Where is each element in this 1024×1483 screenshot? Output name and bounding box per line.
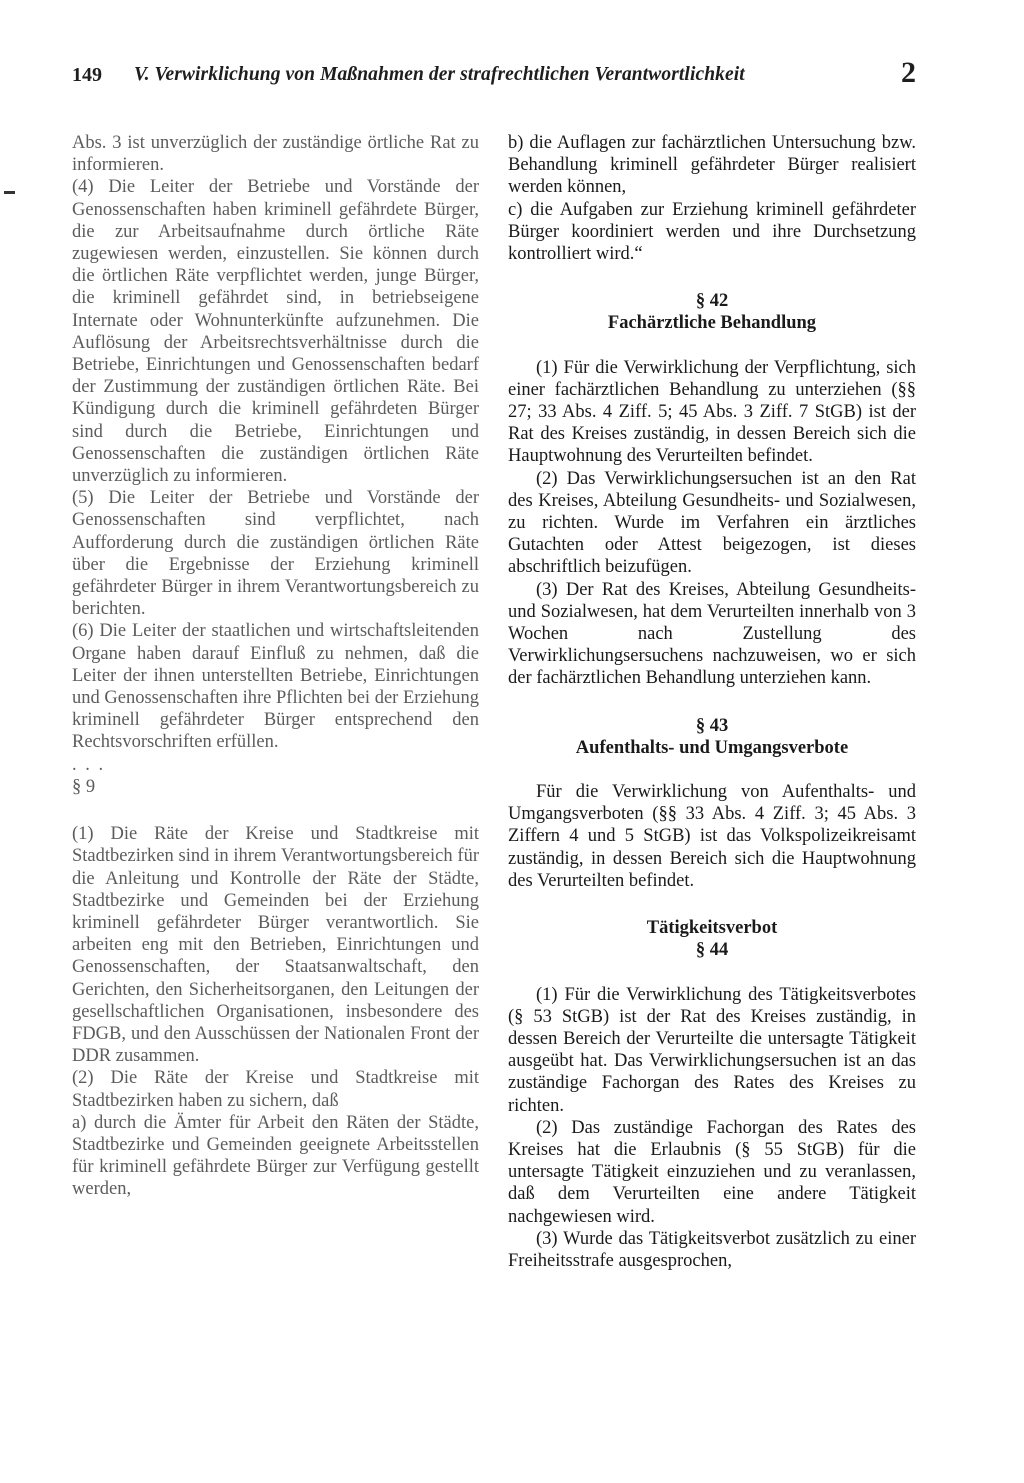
paragraph: (6) Die Leiter der staatlichen und wirtschaftsleitenden Organe haben darauf Einfluß zu nehmen, daß die Leiter der ihnen unterstellten Betriebe, Einrichtungen und Genossenschaften ihre Pflichten bei der Erziehung kriminell gefährdeter Bürger entsprechend den Rechtsvorschriften erfüllen.	[72, 621, 479, 753]
paragraph: c) die Aufgaben zur Erziehung kriminell gefährdeter Bürger koordiniert werden und ihre Durchsetzung kontrolliert wird.“	[508, 199, 916, 265]
paragraph: (4) Die Leiter der Betriebe und Vorstände der Genossenschaften haben kriminell gefährdete Bürger, die zur Arbeitsaufnahme durch örtliche Räte zugewiesen werden, einzustellen. Sie können durch die örtlichen Räte verpflichtet werden, junge Bürger, die kriminell gefährdet sind, in betriebseigene Internate oder Wohnunterkünfte aufzunehmen. Die Auflösung der Arbeitsrechtsverhältnisse durch die Betriebe, Einrichtungen und Genossenschaften bedarf der Zustimmung der zuständigen örtlichen Räte. Bei Kündigung durch die kriminell gefährdeten Bürger sind durch die Betriebe, Einrichtungen und Genossenschaften die zuständigen örtlichen Räte unverzüglich zu informieren.	[72, 177, 479, 487]
section-title: Fachärztliche Behandlung	[607, 313, 817, 334]
paragraph: (1) Die Räte der Kreise und Stadtkreise mit Stadtbezirken sind in ihrem Verantwortungsbereich für die Anleitung und Kontrolle der Räte der Städte, Stadtbezirke und Gemeinden bei der Erziehung kriminell gefährdeter Bürger verantwortlich. Sie arbeiten eng mit den Betrieben, Einrichtungen und Genossenschaften, der Staatsanwaltschaft, den Gerichten, den Sicherheitsorganen, den Leitungen der gesellschaftlichen Organisationen, insbesondere des FDGB, und den Ausschüssen der Nationalen Front der DDR zusammen.	[72, 824, 479, 1067]
paragraph: b) die Auflagen zur fachärztlichen Untersuchung bzw. Behandlung kriminell gefährdeter Bürger realisiert werden können,	[508, 133, 916, 198]
section-heading: § 9	[72, 776, 96, 797]
section-number: § 44	[695, 940, 729, 961]
paragraph: (2) Das Verwirklichungsersuchen ist an den Rat des Kreises, Abteilung Gesundheits- und Sozialwesen, zu richten. Wurde im Verfahren ein ärztliches Gutachten oder Attest beigezogen, ist dieses abschriftlich beizufügen.	[508, 468, 916, 578]
ellipsis: . . .	[72, 754, 106, 775]
margin-mark	[4, 191, 15, 194]
paragraph: a) durch die Ämter für Arbeit den Räten der Städte, Stadtbezirke und Gemeinden geeignete Arbeitsstellen für kriminell gefährdete Bürger zur Verfügung gestellt werden,	[72, 1112, 479, 1200]
left-column	[72, 132, 479, 1201]
section-title: Tätigkeitsverbot	[646, 918, 778, 939]
chapter-number: 2	[901, 56, 916, 89]
running-header	[72, 56, 922, 98]
right-column	[508, 132, 916, 1272]
paragraph: Für die Verwirklichung von Aufenthalts- und Umgangsverboten (§§ 33 Abs. 4 Ziff. 3; 45 Abs. 3 Ziffern 4 und 5 StGB) ist das Volkspolizeikreisamt zuständig, in dessen Bereich sich die Hauptwohnung des Verurteilten befindet.	[508, 782, 916, 891]
section-number: § 43	[695, 715, 729, 736]
section-title: Aufenthalts- und Umgangsverbote	[575, 737, 849, 758]
section-number: § 42	[695, 291, 729, 312]
paragraph: (1) Für die Verwirklichung des Tätigkeitsverbotes (§ 53 StGB) ist der Rat des Kreises zuständig, in dessen Bereich der Verurteilte die untersagte Tätigkeit ausgeübt hat. Das Verwirklichungsersuchen ist an das zuständige Fachorgan des Rates des Kreises zu richten.	[508, 984, 916, 1116]
page-number: 149	[72, 64, 102, 86]
paragraph: Abs. 3 ist unverzüglich der zuständige örtliche Rat zu informieren.	[72, 133, 479, 176]
paragraph: (5) Die Leiter der Betriebe und Vorstände der Genossenschaften sind verpflichtet, nach Aufforderung durch die zuständigen örtlichen Räte über die Ergebnisse der Erziehung kriminell gefährdeter Bürger in ihrem Verantwortungsbereich zu berichten.	[72, 488, 479, 620]
paragraph: (2) Das zuständige Fachorgan des Rates des Kreises hat die Erlaubnis (§ 55 StGB) für die untersagte Tätigkeit einzuziehen und zu veranlassen, daß dem Verurteilten eine andere Tätigkeit nachgewiesen wird.	[508, 1117, 916, 1227]
running-title: V. Verwirklichung von Maßnahmen der strafrechtlichen Verantwortlichkeit	[134, 64, 745, 85]
paragraph: (3) Der Rat des Kreises, Abteilung Gesundheits- und Sozialwesen, hat dem Verurteilten innerhalb von 3 Wochen nach Zustellung des Verwirklichungsersuchens nachzuweisen, wo er sich der fachärztlichen Behandlung unterziehen kann.	[508, 579, 916, 689]
paragraph: (2) Die Räte der Kreise und Stadtkreise mit Stadtbezirken haben zu sichern, daß	[72, 1068, 479, 1111]
paragraph: (1) Für die Verwirklichung der Verpflichtung, sich einer fachärztlichen Behandlung zu unterziehen (§§ 27; 33 Abs. 4 Ziff. 5; 45 Abs. 3 Ziff. 7 StGB) ist der Rat des Kreises zuständig, in dessen Bereich sich die Hauptwohnung des Verurteilten befindet.	[508, 357, 916, 467]
paragraph: (3) Wurde das Tätigkeitsverbot zusätzlich zu einer Freiheitsstrafe ausgesprochen,	[508, 1228, 916, 1271]
